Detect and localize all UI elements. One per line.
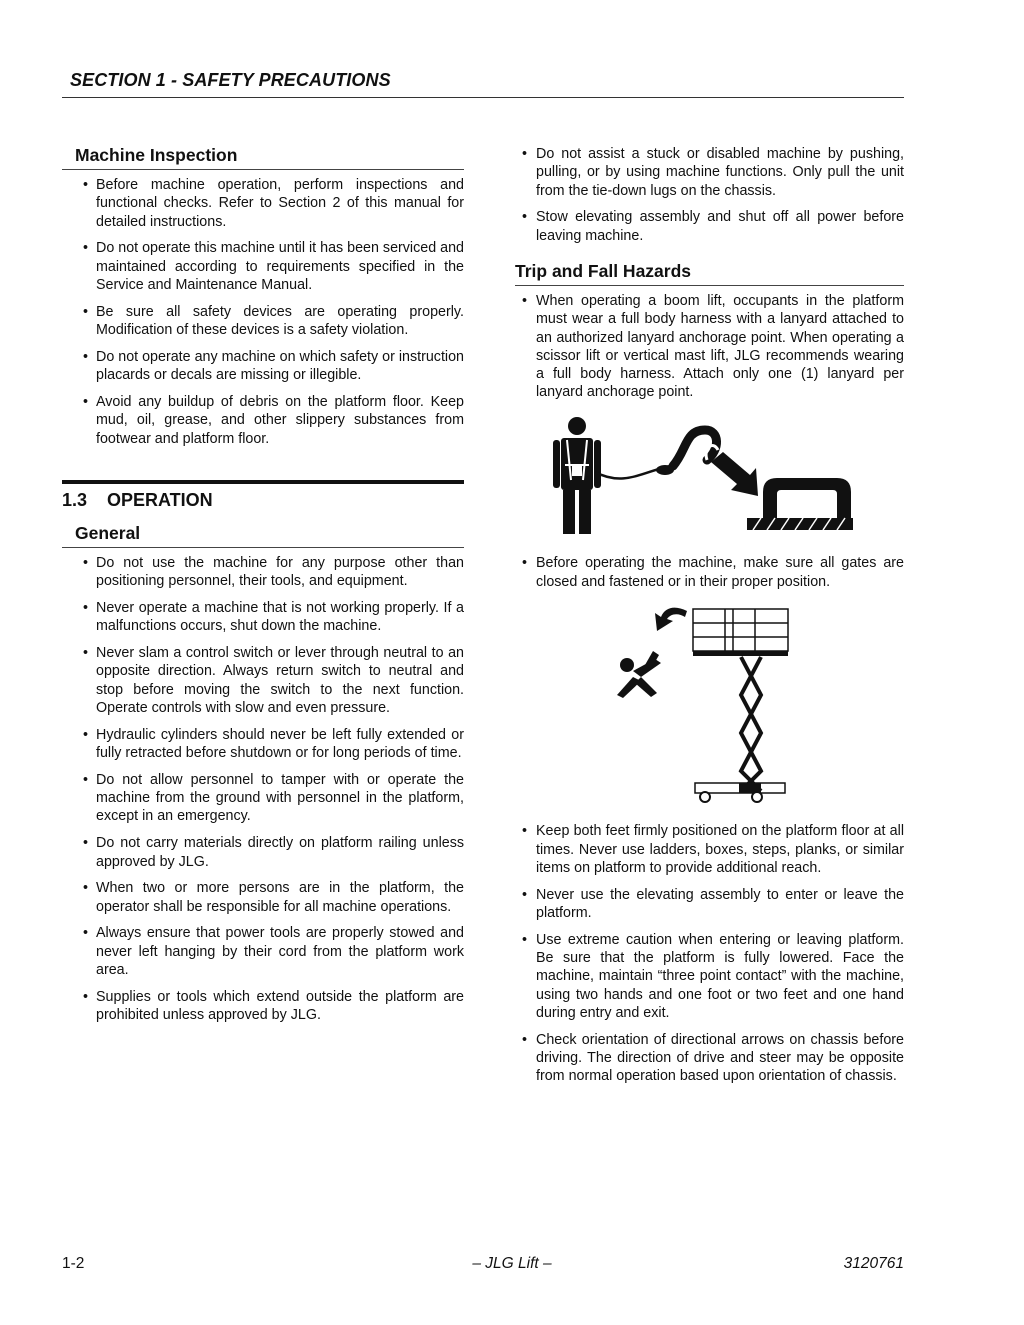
list-item: • Avoid any buildup of debris on the platform floor. Keep mud, oil, grease, and other slippery substances from footwear and platform floor. [62, 393, 464, 448]
machine-inspection-heading: Machine Inspection [62, 145, 464, 170]
trip-fall-list-3 [515, 822, 904, 1085]
page-number: 1-2 [62, 1255, 85, 1272]
list-item: • Supplies or tools which extend outside the platform are prohibited unless approved by JLG. [62, 988, 464, 1025]
list-item: • Stow elevating assembly and shut off all power before leaving machine. [515, 208, 904, 245]
list-item: • Hydraulic cylinders should never be left fully extended or fully retracted before shutdown or for long periods of time. [62, 726, 464, 763]
left-column [62, 145, 464, 1033]
trip-fall-list-2 [515, 554, 904, 591]
list-item: • Never operate a machine that is not working properly. If a malfunctions occurs, shut down the machine. [62, 599, 464, 636]
list-item: • Never use the elevating assembly to enter or leave the platform. [515, 886, 904, 923]
list-item: • Do not operate this machine until it has been serviced and maintained according to requirements specified in the Service and Maintenance Manual. [62, 239, 464, 294]
footer-title: – JLG Lift – [472, 1255, 552, 1272]
list-item: • Before operating the machine, make sure all gates are closed and fastened or in their proper position. [515, 554, 904, 591]
list-item: • Never slam a control switch or lever through neutral to an opposite direction. Always return switch to neutral and stop before moving the switch to the next function. Operate controls with slow and even pressure. [62, 644, 464, 717]
list-item: • Do not use the machine for any purpose other than positioning personnel, their tools, and equipment. [62, 554, 464, 591]
top-list [515, 145, 904, 245]
right-column [515, 145, 904, 1094]
list-item: • Do not allow personnel to tamper with or operate the machine from the ground with personnel in the platform, except in an emergency. [62, 771, 464, 826]
section-header-title: SECTION 1 - SAFETY PRECAUTIONS [70, 70, 391, 90]
trip-fall-list-1 [515, 292, 904, 402]
harness-lanyard-illustration [515, 410, 904, 540]
section-title: OPERATION [107, 489, 213, 510]
document-number: 3120761 [843, 1255, 904, 1272]
list-item: • Be sure all safety devices are operating properly. Modification of these devices is a safety violation. [62, 303, 464, 340]
list-item: • Keep both feet firmly positioned on the platform floor at all times. Never use ladders, boxes, steps, planks, or similar items on platform to provide additional reach. [515, 822, 904, 877]
trip-fall-heading: Trip and Fall Hazards [515, 261, 904, 286]
header-rule [62, 97, 904, 98]
list-item: • When two or more persons are in the platform, the operator shall be responsible for all machine operations. [62, 879, 464, 916]
operation-section-heading [62, 480, 464, 511]
list-item: • Always ensure that power tools are properly stowed and never left hanging by their cord from the platform work area. [62, 924, 464, 979]
list-item: • Do not assist a stuck or disabled machine by pushing, pulling, or by using machine functions. Only pull the unit from the tie-down lugs on the chassis. [515, 145, 904, 200]
list-item: • When operating a boom lift, occupants in the platform must wear a full body harness with a lanyard attached to an authorized lanyard anchorage point. When operating a scissor lift or vertical mast lift, JLG recommends wearing a full body harness. Attach only one (1) lanyard per lanyard anchorage point. [515, 292, 904, 402]
general-list [62, 554, 464, 1025]
section-number: 1.3 [62, 489, 88, 510]
list-item: • Do not operate any machine on which safety or instruction placards or decals are missing or illegible. [62, 348, 464, 385]
machine-inspection-list [62, 176, 464, 448]
list-item: • Do not carry materials directly on platform railing unless approved by JLG. [62, 834, 464, 871]
general-heading: General [62, 523, 464, 548]
list-item: • Before machine operation, perform inspections and functional checks. Refer to Section 2 of this manual for detailed instructions. [62, 176, 464, 231]
list-item: • Use extreme caution when entering or leaving platform. Be sure that the platform is fully lowered. Face the machine, maintain “three point contact” with the machine, using two hands and one foot or two feet and one hand during entry and exit. [515, 931, 904, 1022]
list-item: • Check orientation of directional arrows on chassis before driving. The direction of drive and steer may be opposite from normal operation based upon orientation of chassis. [515, 1031, 904, 1086]
scissor-lift-fall-illustration [515, 599, 904, 804]
